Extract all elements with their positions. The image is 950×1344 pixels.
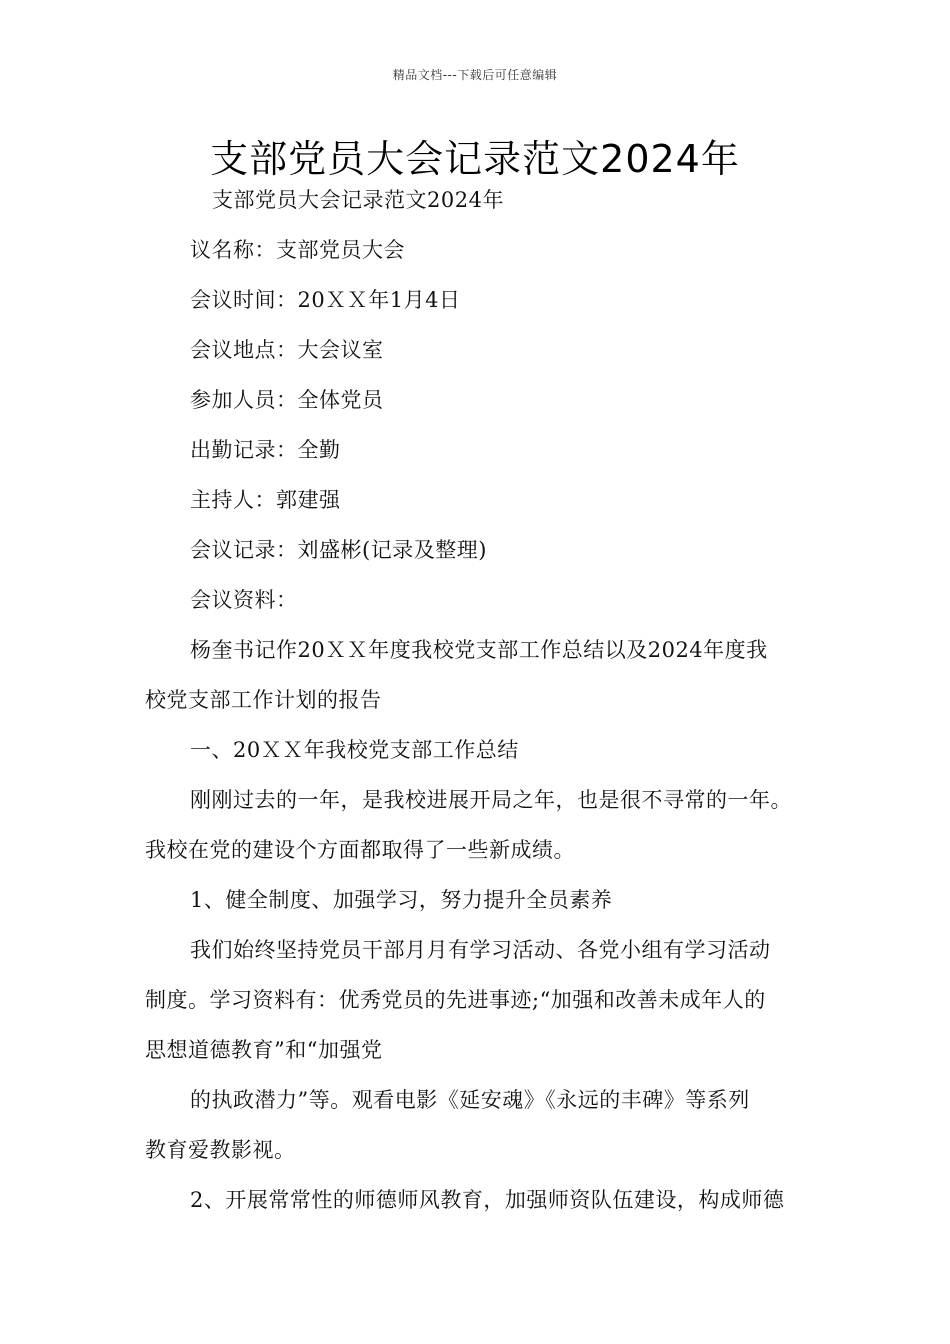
meeting-time-line: 会议时间：20ＸＸ年1月4日 bbox=[190, 288, 461, 312]
meeting-name-line: 议名称：支部党员大会 bbox=[190, 238, 405, 262]
paragraph-line: 的执政潜力”等。观看电影《延安魂》《永远的丰碑》等系列 bbox=[190, 1088, 750, 1112]
materials-label-line: 会议资料： bbox=[190, 588, 298, 612]
section-heading: 一、20ＸＸ年我校党支部工作总结 bbox=[190, 738, 519, 762]
paragraph-line: 校党支部工作计划的报告 bbox=[145, 688, 382, 712]
paragraph-line: 刚刚过去的一年，是我校进展开局之年，也是很不寻常的一年。 bbox=[190, 788, 792, 812]
header-note: 精品文档---下载后可任意编辑 bbox=[392, 68, 558, 82]
paragraph-line: 制度。学习资料有：优秀党员的先进事迹;“加强和改善未成年人的 bbox=[145, 988, 766, 1012]
subsection-heading: 2、开展常常性的师德师风教育，加强师资队伍建设，构成师德 bbox=[190, 1188, 785, 1212]
paragraph-line: 杨奎书记作20ＸＸ年度我校党支部工作总结以及2024年度我 bbox=[190, 638, 768, 662]
attendance-line: 出勤记录：全勤 bbox=[190, 438, 341, 462]
recorder-line: 会议记录：刘盛彬(记录及整理) bbox=[190, 538, 487, 562]
subtitle-line: 支部党员大会记录范文2024年 bbox=[212, 188, 504, 212]
paragraph-line: 我们始终坚持党员干部月月有学习活动、各党小组有学习活动 bbox=[190, 938, 771, 962]
subsection-heading: 1、健全制度、加强学习，努力提升全员素养 bbox=[190, 888, 613, 912]
participants-line: 参加人员：全体党员 bbox=[190, 388, 384, 412]
host-line: 主持人：郭建强 bbox=[190, 488, 341, 512]
meeting-location-line: 会议地点：大会议室 bbox=[190, 338, 384, 362]
page-title: 支部党员大会记录范文2024年 bbox=[210, 137, 740, 181]
paragraph-line: 我校在党的建设个方面都取得了一些新成绩。 bbox=[145, 838, 575, 862]
paragraph-line: 思想道德教育”和“加强党 bbox=[145, 1038, 383, 1062]
paragraph-line: 教育爱教影视。 bbox=[145, 1138, 296, 1162]
